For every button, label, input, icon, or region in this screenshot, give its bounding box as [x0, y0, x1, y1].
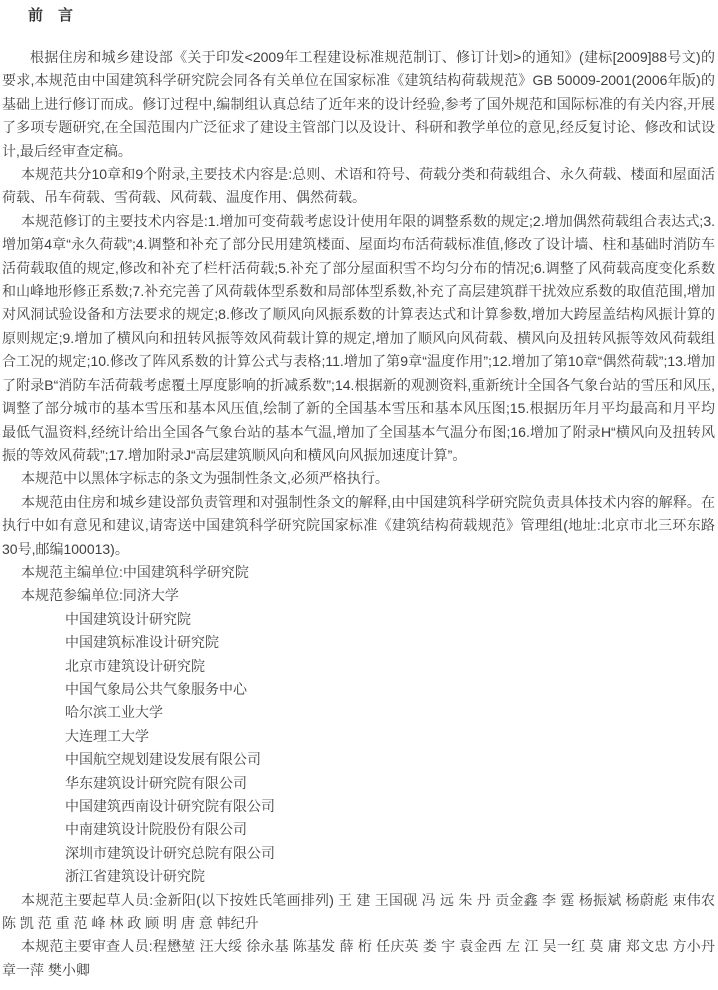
participating-unit: 大连理工大学: [65, 727, 149, 744]
participating-unit: 中国气象局公共气象服务中心: [65, 680, 247, 697]
participating-unit: 深圳市建筑设计研究总院有限公司: [65, 844, 275, 861]
drafters-list: 本规范主要起草人员:金新阳(以下按姓氏笔画排列) 王 建 王国砚 冯 远 朱 丹 贡金鑫 李 霆 杨振斌 杨蔚彪 束伟农 陈 凯 范 重 范 峰 林 政 顾 明 唐 意 韩纪升: [2, 891, 715, 932]
participating-units-lead: 本规范参编单位:同济大学: [21, 587, 179, 604]
paragraph-intro: 根据住房和城乡建设部《关于印发<2009年工程建设标准规范制订、修订计划>的通知》(建标[2009]88号文)的要求,本规范由中国建筑科学研究院会同各有关单位在国家标准《建筑结构荷载规范》GB 50009-2001(2006年版)的基础上进行修订而成。修订过程中,编制组认真总结了近年来的设计经验,参考了国外规范和国际标准的有关内容,开展了多项专题研究,在全国范围内广泛征求了建设主管部门以及设计、科研和教学单位的意见,经反复讨论、修改和试设计,最后经审查定稿。: [2, 49, 715, 159]
participating-unit: 中国航空规划建设发展有限公司: [65, 751, 261, 768]
chief-editor-unit: 本规范主编单位:中国建筑科学研究院: [21, 563, 249, 580]
participating-unit: 中南建筑设计院股份有限公司: [65, 821, 247, 838]
participating-unit: 华东建筑设计研究院有限公司: [65, 774, 247, 791]
reviewers-list: 本规范主要审查人员:程懋堃 汪大绥 徐永基 陈基发 薛 桁 任庆英 娄 宇 袁金西 左 江 吴一红 莫 庸 郑文忠 方小丹 章一萍 樊小卿: [2, 938, 715, 978]
paragraph-contents: 本规范共分10章和9个附录,主要技术内容是:总则、术语和符号、荷载分类和荷载组合、永久荷载、楼面和屋面活荷载、吊车荷载、雪荷载、风荷载、温度作用、偶然荷载。: [2, 166, 715, 206]
participating-unit: 浙江省建筑设计研究院: [65, 868, 205, 885]
paragraph-mandatory-clauses: 本规范中以黑体字标志的条文为强制性条文,必须严格执行。: [21, 470, 389, 487]
participating-unit: 北京市建筑设计研究院: [65, 657, 205, 674]
participating-unit: 中国建筑设计研究院: [65, 610, 191, 627]
participating-unit: 中国建筑标准设计研究院: [65, 634, 219, 651]
participating-unit: 中国建筑西南设计研究院有限公司: [65, 798, 275, 814]
document-title: 前 言: [28, 7, 74, 24]
paragraph-management: 本规范由住房和城乡建设部负责管理和对强制性条文的解释,由中国建筑科学研究院负责具体技术内容的解释。在执行中如有意见和建议,请寄送中国建筑科学研究院国家标准《建筑结构荷载规范》管理组(地址:北京市北三环东路30号,邮编100013)。: [2, 493, 715, 557]
participating-unit: 哈尔滨工业大学: [65, 704, 163, 721]
paragraph-revisions: 本规范修订的主要技术内容是:1.增加可变荷载考虑设计使用年限的调整系数的规定;2.增加偶然荷载组合表达式;3.增加第4章“永久荷载”;4.调整和补充了部分民用建筑楼面、屋面均布活荷载标准值,修改了设计墙、柱和基础时消防车活荷载取值的规定,修改和补充了栏杆活荷载;5.补充了部分屋面积雪不均匀分布的情况;6.调整了风荷载高度变化系数和山峰地形修正系数;7.补充完善了风荷载体型系数和局部体型系数,补充了高层建筑群干扰效应系数的取值范围,增加对风洞试验设备和方法要求的规定;8.修改了顺风向风振系数的计算表达式和计算参数,增加大跨屋盖结构风振计算的原则规定;9.增加了横风向和扭转风振等效风荷载计算的规定,增加了顺风向风荷载、横风向及扭转风振等效风荷载组合工况的规定;10.修改了阵风系数的计算公式与表格;11.增加了第9章“温度作用”;12.增加了第10章“偶然荷载”;13.增加了附录B“消防车活荷载考虑覆土厚度影响的折减系数”;14.根据新的观测资料,重新统计全国各气象台站的雪压和风压,调整了部分城市的基本雪压和基本风压值,绘制了新的全国基本雪压和基本风压图;15.根据历年月平均最高和月平均最低气温资料,经统计给出全国各气象台站的基本气温,增加了全国基本气温分布图;16.增加了附录H“横风向及扭转风振的等效风荷载”;17.增加附录J“高层建筑顺风向和横风向风振加速度计算”。: [2, 212, 715, 463]
